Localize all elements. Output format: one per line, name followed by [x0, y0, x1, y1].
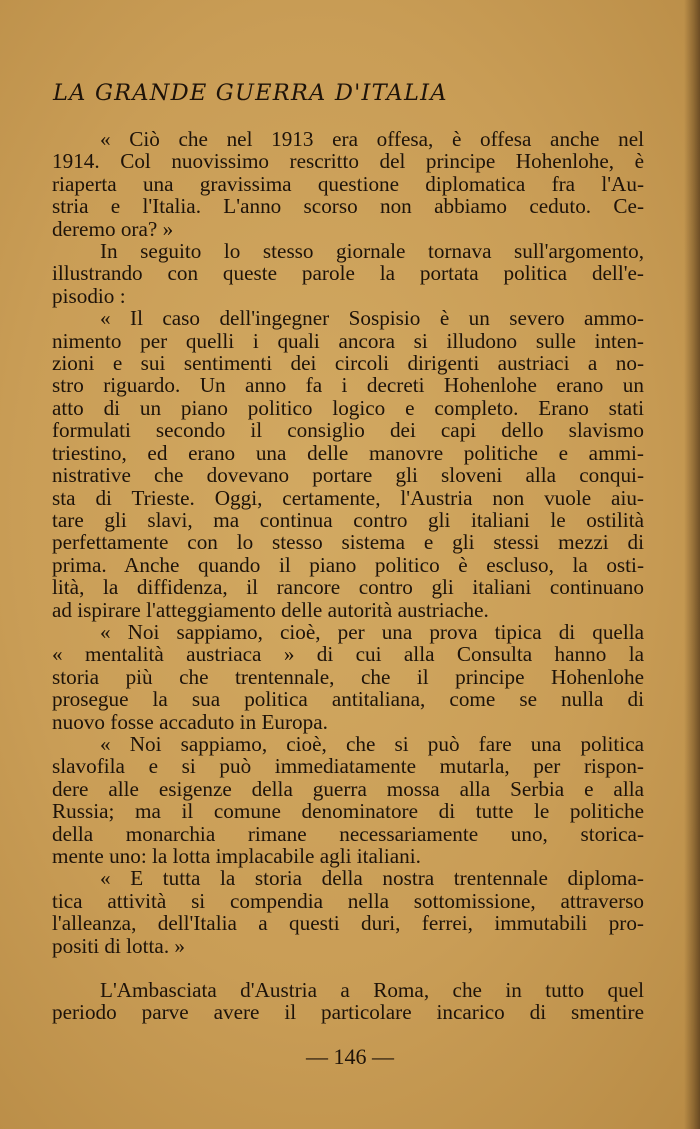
text-line: della monarchia rimane necessariamente uno, storica- — [52, 821, 644, 846]
paragraph-quote-sospisio — [52, 307, 644, 621]
text-line: atto di un piano politico logico e completo. Erano stati — [52, 395, 644, 420]
text-line: slavofila e si può immediatamente mutarla, per rispon- — [52, 754, 644, 779]
text-line: prima. Anche quando il piano politico è escluso, la osti- — [52, 552, 644, 577]
paragraph-quote-diplomazia — [52, 867, 644, 957]
text-line: dere alle esigenze della guerra mossa alla Serbia e alla — [52, 776, 644, 801]
text-line: « Ciò che nel 1913 era offesa, è offesa anche nel — [100, 127, 644, 151]
body-text — [52, 128, 644, 1024]
paragraph-spacer — [52, 957, 644, 979]
text-line: pisodio : — [52, 283, 126, 308]
text-line: « mentalità austriaca » di cui alla Consulta hanno la — [52, 642, 644, 667]
text-line: tica attività si compendia nella sottomissione, attraverso — [52, 888, 644, 913]
text-line: formulati secondo il consiglio dei capi dello slavismo — [52, 418, 644, 443]
text-line: lità, la diffidenza, il rancore contro gli italiani continuano — [52, 575, 644, 600]
paragraph-quote-1914 — [52, 128, 644, 240]
text-line: storia più che trentennale, che il principe Hohenlohe — [52, 664, 644, 689]
text-line: positi di lotta. » — [52, 933, 186, 958]
text-line: triestino, ed erano una delle manovre politiche e ammi- — [52, 440, 644, 465]
page-number: — 146 — — [306, 1044, 394, 1069]
text-line: prosegue la sua politica antitaliana, come se nulla di — [52, 687, 644, 712]
paragraph-narration — [52, 240, 644, 307]
text-line: nistrative che dovevano portare gli sloveni alla conqui- — [52, 463, 644, 488]
text-line: sta di Trieste. Oggi, certamente, l'Austria non vuole aiu- — [52, 485, 644, 510]
text-line: stro riguardo. Un anno fa i decreti Hohenlohe erano un — [52, 373, 644, 398]
text-line: nuovo fosse accaduto in Europa. — [52, 709, 328, 734]
text-line: mente uno: la lotta implacabile agli italiani. — [52, 844, 421, 868]
text-line: ad ispirare l'atteggiamento delle autorità austriache. — [52, 597, 489, 622]
text-line: tare gli slavi, ma continua contro gli italiani le ostilità — [52, 507, 644, 532]
text-line: perfettamente con lo stesso sistema e gli stessi mezzi di — [52, 530, 644, 555]
text-line: periodo parve avere il particolare incarico di smentire — [52, 1000, 644, 1025]
paragraph-quote-slavofila — [52, 733, 644, 867]
text-line: stria e l'Italia. L'anno scorso non abbiamo ceduto. Ce- — [52, 194, 644, 219]
text-line: illustrando con queste parole la portata politica dell'e- — [52, 261, 644, 286]
paragraph-ambasciata — [52, 979, 644, 1024]
text-line: 1914. Col nuovissimo rescritto del principe Hohenlohe, è — [52, 149, 644, 174]
page-gutter-shadow — [684, 0, 700, 1129]
paragraph-quote-mentalita — [52, 621, 644, 733]
text-line: Russia; ma il comune denominatore di tutte le politiche — [52, 799, 644, 824]
text-line: nimento per quelli i quali ancora si illudono sulle inten- — [52, 328, 644, 353]
running-head: LA GRANDE GUERRA D'ITALIA — [53, 80, 448, 106]
text-line: L'Ambasciata d'Austria a Roma, che in tutto quel — [100, 978, 644, 1003]
text-line: deremo ora? » — [52, 216, 174, 241]
text-line: zioni e sui sentimenti dei circoli dirigenti austriaci a no- — [52, 351, 644, 376]
text-line: l'alleanza, dell'Italia a questi duri, ferrei, immutabili pro- — [52, 911, 644, 936]
text-line: « Noi sappiamo, cioè, per una prova tipica di quella — [100, 619, 644, 644]
text-line: « Noi sappiamo, cioè, che si può fare una politica — [100, 731, 644, 756]
text-line: In seguito lo stesso giornale tornava sull'argomento, — [100, 239, 644, 264]
text-line: « E tutta la storia della nostra trentennale diploma- — [100, 866, 644, 891]
text-line: riaperta una gravissima questione diplomatica fra l'Au- — [52, 171, 644, 196]
text-line: « Il caso dell'ingegner Sospisio è un severo ammo- — [100, 306, 644, 331]
